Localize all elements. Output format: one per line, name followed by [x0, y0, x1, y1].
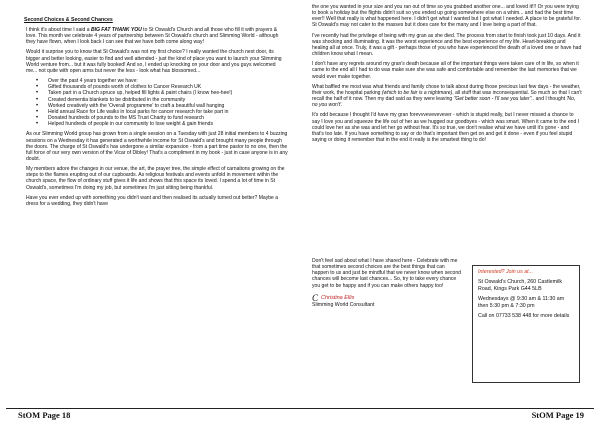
info-address: St Oswald's Church, 260 Castlemilk Road, Kings Park G44 5LB [478, 279, 563, 292]
intro-paragraph: I think it's about time I said a BIG FAT THANK YOU to St Oswald's Church and all those who fill it with prayers & love. This month we celebrate 4 years of partnership between St Oswald's church and Slimming World - although they have flown, when I look back I can see that we have both come along way! [26, 27, 279, 46]
paragraph-5: Have you ever ended up with something you didn't want and then realised its actually turned out better? Maybe a dress for a wedding, they didn't have [26, 194, 279, 207]
right-footer-rule [6, 408, 584, 409]
list-item: • Gifted thousands of pounds worth of clothes to Cancer Research UK [38, 84, 288, 90]
paragraph-2: Would it surprise you to know that St Oswald's was not my first choice? I really wanted the church next door, its bigger and better looking, easier to find and well attended - just the kind of place you want to launch your Slimming World venture from... but it was fully booked! And so, I ended up knocking on your door and you guys welcomed me... not quite with open arms but never the less - look what has blossomed... [26, 49, 282, 74]
join-info-box [472, 265, 580, 383]
list-item: • Helped hundreds of people in our community to lose weight & gain friends [38, 121, 288, 127]
info-times: Wednesdays @ 9:30 am & 11:30 am then 5:30 pm & 7:30 pm [478, 296, 565, 309]
list-item: • Created dementia blankets to be distributed in the community [38, 97, 288, 103]
achievement-list [26, 78, 288, 127]
closing-column [312, 258, 462, 308]
thank-you-emphasis: BIG FAT THANK YOU [90, 27, 142, 33]
list-item: • Over the past 4 years together we have: [38, 78, 288, 84]
info-call: Call on 07733 538 448 for more details [478, 313, 570, 320]
article-heading: Second Choices & Second Chances [24, 17, 113, 23]
list-item: • Held annual Race for Life walks in local parks for cancer research for take part in [38, 109, 288, 115]
paragraph-7: I've recently had the privilege of being with my gran as she died. The process from start to finish took just 10 days. And it was shocking and illuminating. It was the worst experience and the best experience of my life. Heart-breaking and healing all at once. Truly, it was a gift - perhaps those of you who have experienced the death of a loved one or have had children know what I mean. [312, 32, 582, 58]
paragraph-4: My members adore the changes in our venue, the art, the prayer tree, the simple effect of carnations growing on the steps to the flames erupting out of our cupboards. As religious festivals and events unfold in movement within the church space, the flow of ordinary stuff gives it life and shows that this space its loved. I spend a lot of time in St Oswald's, sometimes I'm doing my job, but sometimes I'm just sitting being thankful. [26, 166, 285, 191]
closing-paragraph: Don't feel sad about what I have shared here - Celebrate with me that sometimes second choices are the best things that can happen to us and just be mindful that we never know when second chances will become last chances... So, try to take every chance you get to be happy and if you can make others happy too! [312, 258, 461, 289]
paragraph-8: I don't have any regrets around my gran's death because all of the important things were taken care of in life, so when it came to the end all I had to do was make sure she was safe and comfortable and remember the last memories that we would ever make together. [312, 61, 579, 80]
paragraph-6: the one you wanted in your size and you ran out of time so you grabbed another one... and loved it!!! Or you were trying to book a holiday but the flights didn't suit so you ended up going somewhere else on a whim... and had the best time ever!! Well that really is what happened here. I didn't get what I wanted but I got what I needed. A place to be grateful for. St Oswald's may not cater to the masses but it does care for the many and I love being a part of that. [312, 4, 582, 29]
signature-title: Slimming World Consultant [312, 301, 375, 308]
signature-name: Christina Ellis [321, 294, 355, 301]
right-column [312, 4, 582, 147]
list-item: • Taken part in a Church spruce up, helped fill lights & paint chairs (I know hee-hee!) [38, 90, 288, 96]
paragraph-10: It's odd because I thought I'd have my gran forevvvevevevever - which is stupid really, but I never missed a chance to say I love you and squeeze the life out of her as we hugged our goodbyes - which was smart. When it came to the end I could love her as she was and let her go without fear. It's so true, we don't realise what we have until it's gone - and that's too late. If you have something to say or do that's important then get on and get it done - even if you feel stupid saying or doing it remember that in the end it really is the smartest thing to do! [312, 112, 580, 143]
signature-mark-icon: C [312, 292, 319, 303]
signature [312, 292, 462, 303]
list-item: • Donated hundreds of pounds to the MS Trust Charity to fund research [38, 115, 288, 121]
paragraph-3: As our Slimming World group has grown from a single session on a Tuesday with just 28 initial members to 4 buzzing sessions on a Wednesday it has generated a worthwhile income for St Oswald's and brought many people through the doors. The charge of St Oswald's has undergone a similar expansion - from a part time pastor to no one, then the full force of our very own version of the Vicar of Dibley! That's a compliment in my book - just in case anyone is in any doubt. [26, 131, 288, 162]
left-column [26, 27, 288, 211]
info-header: Interested? Join us at... [478, 269, 534, 275]
right-page-number: StOM Page 19 [531, 410, 584, 420]
list-item: • Worked creatively with the 'Overall programme' to craft a beautiful wall hanging [38, 103, 288, 109]
left-page-number: StOM Page 18 [18, 410, 71, 420]
paragraph-9: What baffled me most was what friends and family chose to talk about during those precious last few days - the weather, their work, the hospital parking (which to be fair is a nightmare), all stuff that was inconsequential. So much so that I can't recall the half of it now. Then my dad said as they were leaving "Get better soon - I'll see you later".. and I thought 'No, no you won't'. [312, 83, 582, 109]
